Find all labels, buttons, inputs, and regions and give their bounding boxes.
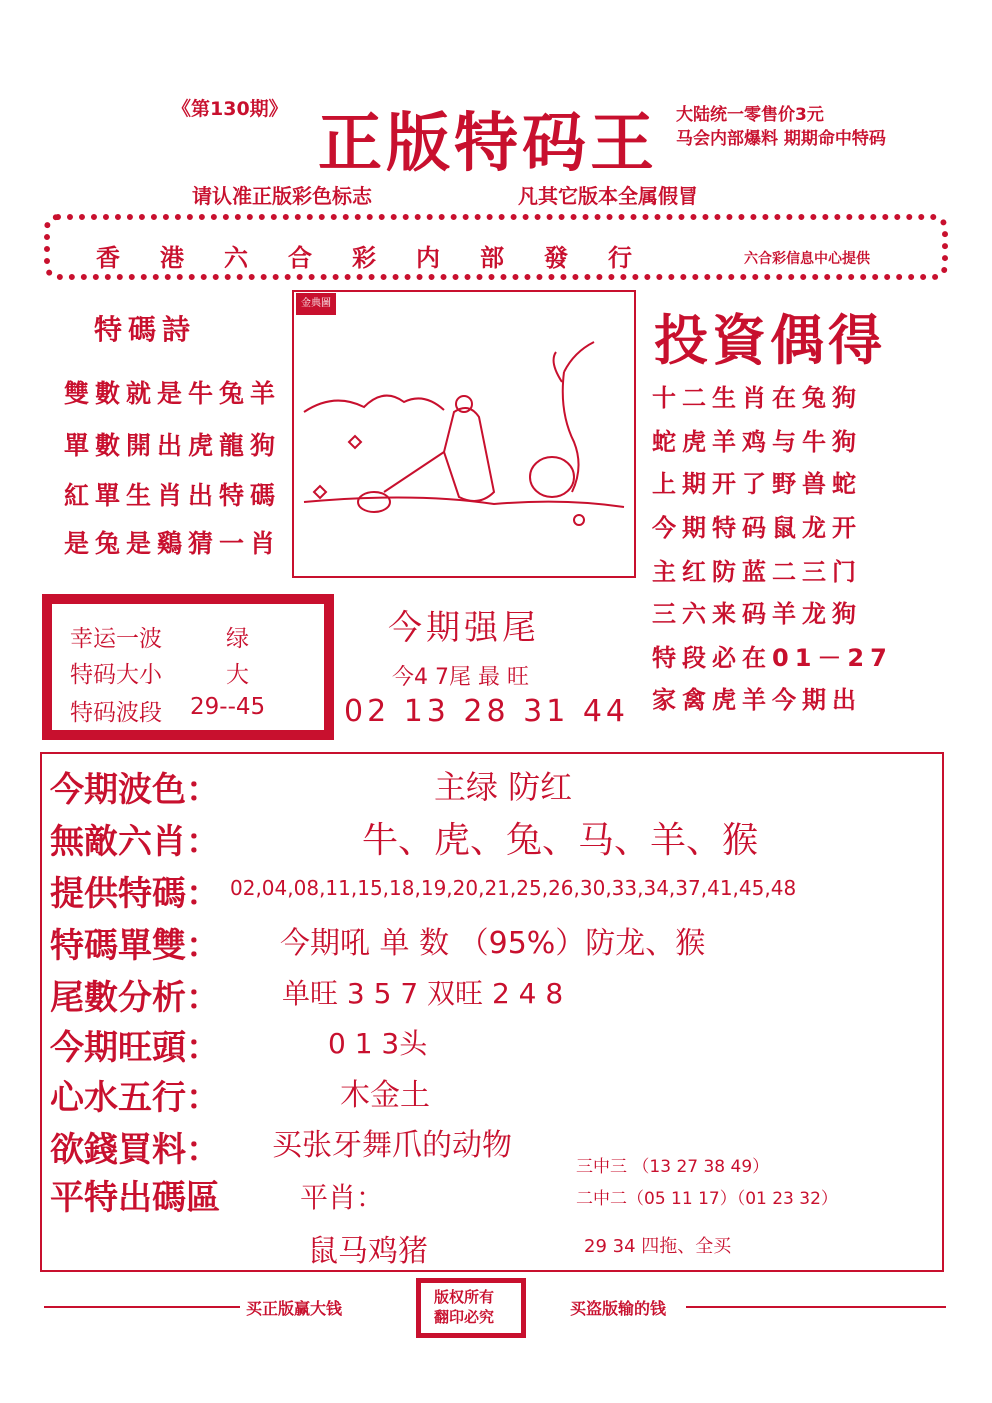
price-note: 大陆统一零售价3元	[676, 105, 824, 125]
six-label: 無敵六肖：	[50, 822, 220, 862]
strong-tail-title: 今期强尾	[388, 608, 540, 648]
invest-line: 主红防蓝二三门	[652, 558, 862, 586]
invest-line: 特段必在01－27	[652, 644, 893, 672]
invest-line: 家禽虎羊今期出	[652, 686, 862, 714]
invest-line: 十二生肖在兔狗	[652, 384, 862, 412]
six-value: 牛、虎、兔、马、羊、猴	[362, 820, 759, 861]
three-in-three: 三中三 （13 27 38 49）	[576, 1157, 770, 1177]
illustration-stamp: 金典圖	[296, 293, 336, 315]
wave-value: 绿	[226, 626, 249, 652]
poem-line: 單數開出虎龍狗	[64, 431, 282, 460]
footer-line-left	[44, 1306, 240, 1308]
invest-line: 今期特码鼠龙开	[652, 514, 862, 542]
tow-note: 29 34 四拖、全买	[584, 1236, 732, 1257]
invest-line: 上期开了野兽蛇	[652, 470, 862, 498]
issue-number: 《第130期》	[172, 98, 288, 120]
copyright-line-2: 翻印必究	[434, 1308, 495, 1326]
flat-value: 鼠马鸡猪	[308, 1234, 428, 1269]
illustration-frame	[292, 290, 636, 578]
color-value: 主绿 防红	[434, 768, 573, 806]
poem-line: 紅單生肖出特碼	[64, 481, 282, 510]
invest-line: 蛇虎羊鸡与牛狗	[652, 428, 862, 456]
head-value: 0 1 3头	[328, 1027, 428, 1060]
recognize-note: 请认准正版彩色标志	[192, 184, 372, 208]
color-label: 今期波色：	[50, 770, 220, 810]
code-label: 提供特碼：	[50, 874, 220, 914]
footer-line-right	[686, 1306, 946, 1308]
invest-title: 投資偶得	[654, 309, 886, 372]
fake-warning: 凡其它版本全属假冒	[518, 184, 698, 208]
footer-right-text: 买盗版输的钱	[570, 1299, 667, 1318]
zone-label: 平特出碼區	[50, 1178, 220, 1218]
strong-tail-numbers: 02 13 28 31 44	[344, 694, 630, 729]
size-value: 大	[226, 662, 249, 688]
buy-value: 买张牙舞爪的动物	[272, 1128, 512, 1163]
footer-left-text: 买正版赢大钱	[246, 1299, 343, 1318]
poem-line: 是兔是鷄猜一肖	[64, 529, 282, 558]
head-label: 今期旺頭：	[50, 1028, 220, 1068]
strong-tail-sub: 今4 7尾 最 旺	[392, 665, 529, 690]
banner-text: 香港六合彩内部發行	[96, 244, 672, 272]
two-in-two: 二中二（05 11 17）（01 23 32）	[576, 1189, 838, 1209]
five-value: 木金土	[340, 1078, 430, 1113]
flat-label: 平肖：	[300, 1181, 385, 1214]
buy-label: 欲錢買料：	[50, 1130, 220, 1170]
copyright-line-1: 版权所有	[434, 1288, 495, 1306]
five-label: 心水五行：	[50, 1078, 220, 1118]
poem-title: 特碼詩	[94, 313, 197, 346]
page-title: 正版特码王	[318, 106, 658, 181]
size-label: 特码大小	[70, 662, 162, 688]
tail-label: 尾數分析：	[50, 978, 220, 1018]
wave-label: 幸运一波	[70, 626, 162, 652]
code-value: 02,04,08,11,15,18,19,20,21,25,26,30,33,34,37,41,45,48	[230, 876, 797, 900]
banner-sub: 六合彩信息中心提供	[744, 251, 870, 267]
illustration-drawing	[294, 292, 634, 576]
insider-note: 马会内部爆料 期期命中特码	[676, 129, 886, 149]
poem-line: 雙數就是牛兔羊	[64, 379, 282, 408]
oddeven-value: 今期吼 单 数 （95%）防龙、猴	[280, 926, 706, 961]
range-label: 特码波段	[70, 700, 162, 726]
oddeven-label: 特碼單雙：	[50, 926, 220, 966]
range-value: 29--45	[190, 694, 266, 720]
invest-line: 三六来码羊龙狗	[652, 600, 862, 628]
tail-value: 单旺 3 5 7 双旺 2 4 8	[282, 977, 564, 1010]
